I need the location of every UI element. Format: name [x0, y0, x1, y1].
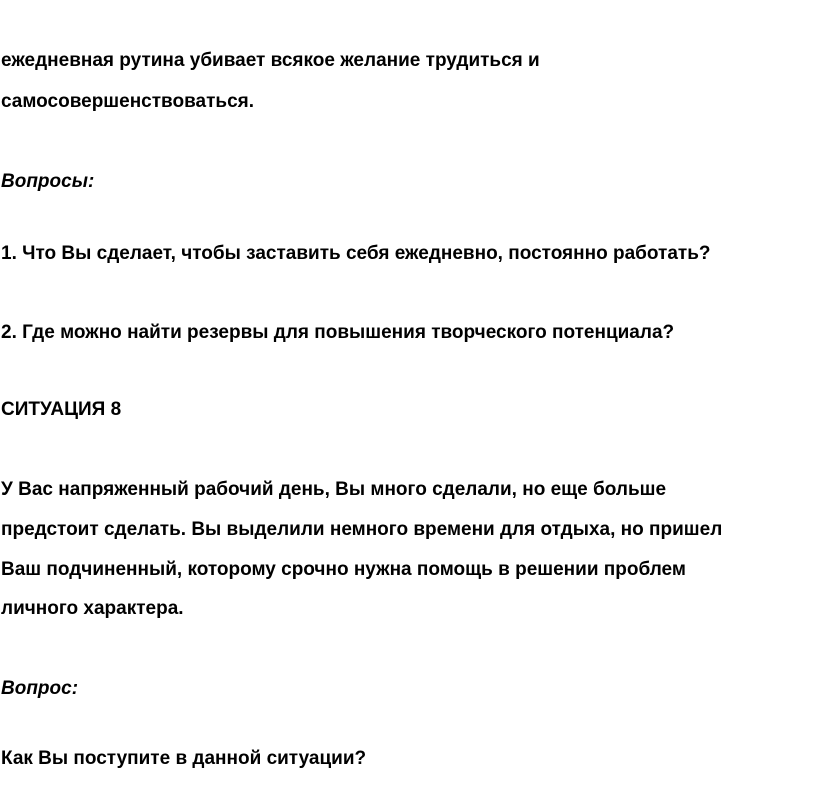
- situation-heading: СИТУАЦИЯ 8: [1, 399, 122, 420]
- intro-line-1: ежедневная рутина убивает всякое желание трудиться и: [1, 50, 540, 71]
- intro-line-2: самосовершенствоваться.: [1, 91, 255, 112]
- situation-line-2: предстоит сделать. Вы выделили немного времени для отдыха, но пришел: [1, 519, 723, 540]
- situation-line-3: Ваш подчиненный, которому срочно нужна помощь в решении проблем: [1, 559, 686, 580]
- question-2: 2. Где можно найти резервы для повышения творческого потенциала?: [1, 322, 675, 343]
- questions-heading: Вопросы:: [1, 171, 95, 192]
- situation-line-4: личного характера.: [1, 598, 184, 619]
- question-1: 1. Что Вы сделает, чтобы заставить себя ежедневно, постоянно работать?: [1, 243, 711, 264]
- final-question: Как Вы поступите в данной ситуации?: [1, 748, 367, 769]
- question-heading: Вопрос:: [1, 678, 79, 699]
- situation-line-1: У Вас напряженный рабочий день, Вы много сделали, но еще больше: [1, 479, 667, 500]
